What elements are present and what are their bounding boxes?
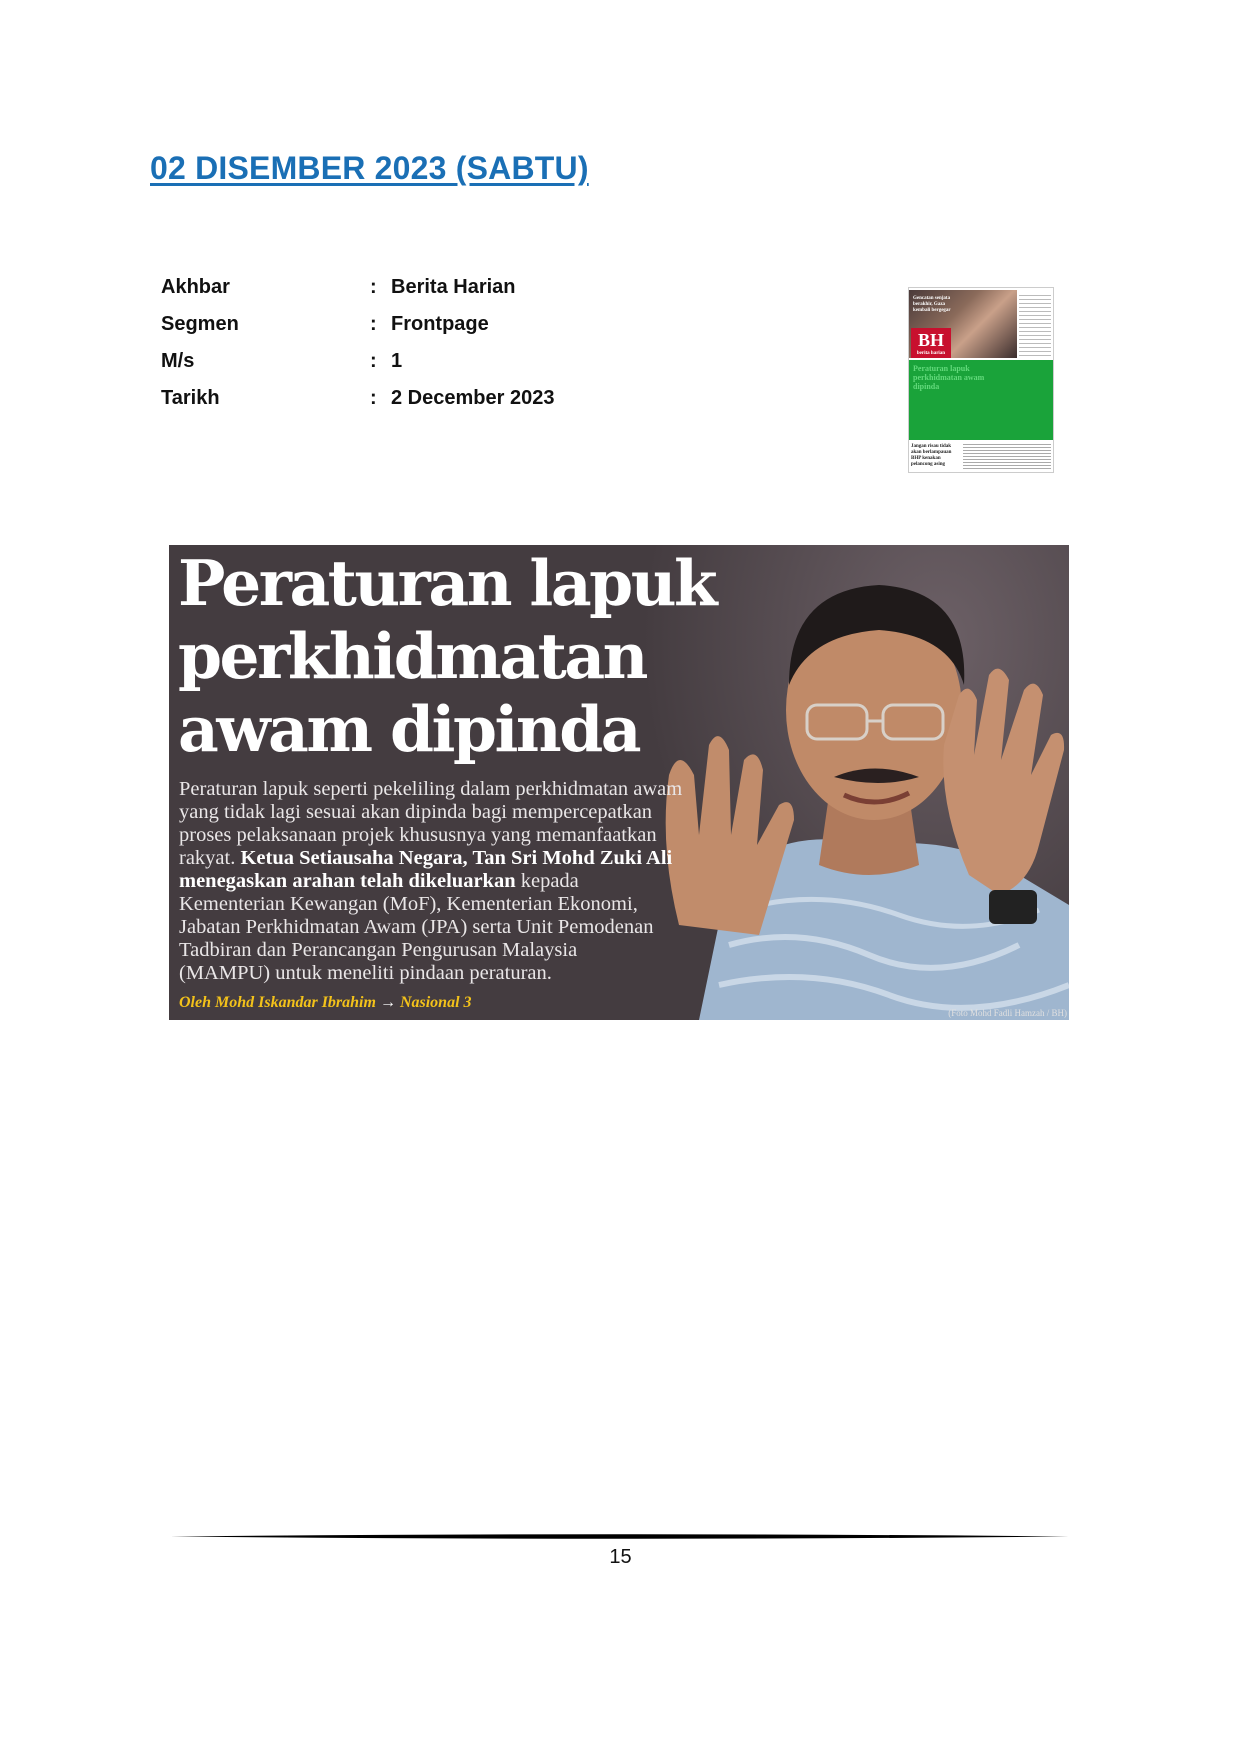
headline-line: Peraturan lapuk: [178, 546, 716, 620]
thumbnail-body-columns: [963, 442, 1051, 470]
meta-value: 1: [391, 350, 403, 372]
summary-line: Peraturan lapuk seperti pekeliling dalam perkhidmatan awam: [179, 778, 683, 800]
article-byline: [179, 994, 472, 1012]
meta-label: Akhbar: [161, 276, 230, 298]
thumbnail-lead-story: [909, 360, 1053, 440]
summary-line: proses pelaksanaan projek khususnya yang memanfaatkan: [179, 824, 657, 846]
byline-section: Nasional 3: [399, 994, 472, 1011]
meta-value: Berita Harian: [391, 276, 516, 298]
meta-colon: :: [370, 387, 377, 409]
summary-line: rakyat.: [179, 847, 241, 869]
summary-line: yang tidak lagi sesuai akan dipinda bagi mempercepatkan: [179, 801, 653, 823]
headline-line: awam dipinda: [178, 692, 640, 766]
meta-label: Tarikh: [161, 387, 220, 409]
frontpage-thumbnail: [908, 287, 1054, 473]
bh-logo: [911, 328, 951, 358]
meta-label: Segmen: [161, 313, 239, 335]
meta-value: 2 December 2023: [391, 387, 555, 409]
summary-bold-text: menegaskan arahan telah dikeluarkan: [179, 870, 516, 892]
page-date-heading: 02 DISEMBER 2023 (SABTU): [150, 150, 589, 186]
summary-line: Tadbiran dan Perancangan Pengurusan Malaysia: [179, 939, 578, 961]
summary-line: kepada: [515, 870, 579, 892]
summary-line: Jabatan Perkhidmatan Awam (JPA) serta Unit Pemodenan: [179, 916, 654, 938]
bh-logo-text: BH: [917, 330, 944, 350]
byline-author: Oleh Mohd Iskandar Ibrahim: [179, 994, 376, 1011]
summary-line: Kementerian Kewangan (MoF), Kementerian Ekonomi,: [179, 893, 638, 915]
arrow-right-icon: →: [379, 994, 396, 1011]
article-headline: [178, 547, 715, 766]
thumbnail-lead-headline: Peraturan lapuk perkhidmatan awam dipinda: [913, 364, 985, 391]
bh-logo-subtext: berita harian: [916, 351, 946, 356]
meta-colon: :: [370, 350, 377, 372]
summary-line: (MAMPU) untuk meneliti pindaan peraturan.: [179, 962, 552, 984]
photo-credit: (Foto Mohd Fadli Hamzah / BH): [948, 1008, 1067, 1018]
thumbnail-side-column: [1019, 292, 1051, 358]
meta-colon: :: [370, 313, 377, 335]
page-number: 15: [609, 1546, 632, 1568]
newspaper-clipping: [169, 545, 1069, 1020]
headline-line: perkhidmatan: [178, 619, 646, 693]
thumbnail-top-story: Gencatan senjata berakhir, Gaza kembali bergegar: [913, 296, 951, 313]
article-summary: [179, 778, 699, 985]
meta-colon: :: [370, 276, 377, 298]
thumbnail-bottom-story: Jangan risau tidak akan berlampauan BHP kenakan pelancong asing: [911, 444, 952, 467]
summary-bold-text: Ketua Setiausaha Negara, Tan Sri Mohd Zuki Ali: [240, 847, 673, 869]
footer-divider: [170, 1533, 1069, 1540]
meta-label: M/s: [161, 350, 195, 372]
meta-value: Frontpage: [391, 313, 489, 335]
